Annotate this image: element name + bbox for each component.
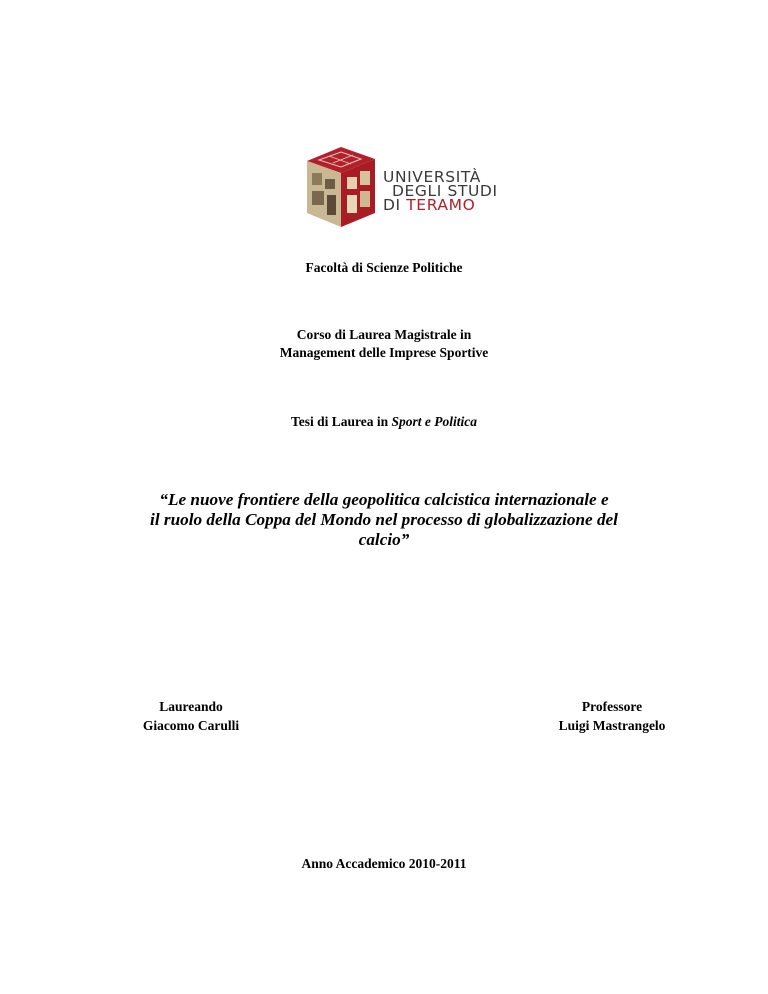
student-block xyxy=(132,697,250,735)
professor-name: Luigi Mastrangelo xyxy=(558,718,666,733)
thesis-subject-name: Sport e Politica xyxy=(391,414,478,429)
academic-year: Anno Accademico 2010-2011 xyxy=(301,856,467,871)
cube-emblem xyxy=(307,147,375,227)
professor-block xyxy=(548,697,676,735)
course-line-1: Corso di Laurea Magistrale in xyxy=(296,327,472,342)
faculty-name: Facoltà di Scienze Politiche xyxy=(305,260,463,275)
thesis-title-line-2: il ruolo della Coppa del Mondo nel processo di globalizzazione del xyxy=(150,510,618,529)
student-role: Laureando xyxy=(159,699,223,714)
thesis-prefix: Tesi di Laurea in xyxy=(290,414,392,429)
logo-line3 xyxy=(383,196,475,214)
thesis-title-line-1: “Le nuove frontiere della geopolitica calcistica internazionale e xyxy=(159,490,609,509)
thesis-title-line-3: calcio” xyxy=(358,530,410,549)
logo-line2: DEGLI STUDI xyxy=(392,182,498,200)
course-name xyxy=(0,326,768,362)
logo-line1: UNIVERSITÀ xyxy=(383,168,481,186)
university-logo xyxy=(303,143,503,229)
logo-line3-prefix: DI xyxy=(383,196,407,214)
course-line-2: Management delle Imprese Sportive xyxy=(279,345,489,360)
logo-line3-city: TERAMO xyxy=(406,196,476,214)
professor-role: Professore xyxy=(581,699,643,714)
thesis-title xyxy=(0,490,768,550)
student-name: Giacomo Carulli xyxy=(142,718,240,733)
thesis-subject xyxy=(0,413,768,431)
